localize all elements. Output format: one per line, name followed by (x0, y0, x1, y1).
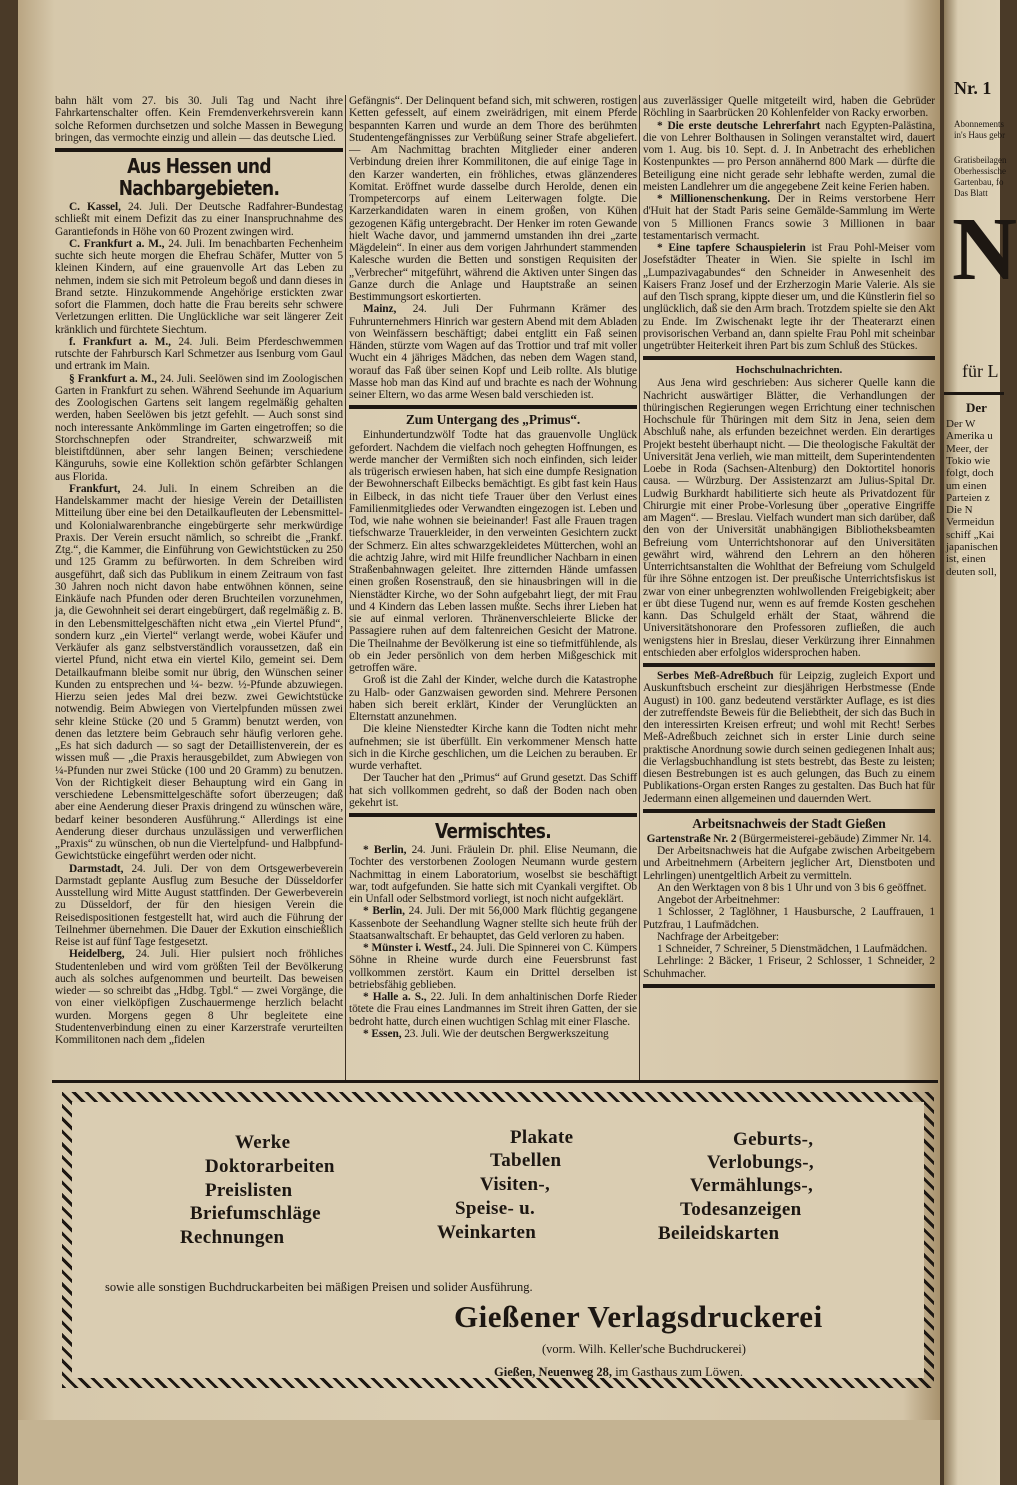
ad-address-street: Gießen, Neuenweg 28, (494, 1365, 613, 1379)
paragraph-dateline: C. Kassel, (69, 201, 121, 213)
paragraph-text: 24. Juli. Der Deutsche Radfahrer-Bundestag schließt mit einem Defizit das zu einer Inanspruchnahme des Garantiefonds in Höhe von 60 Prozent zwingen wird. (55, 201, 343, 238)
paragraph-text: Die kleine Nienstedter Kirche kann die Todten nicht mehr aufnehmen; sie ist überfüllt. Ein verkommener Mensch hatte sich in die Kirche geschlichen, um die Leichen zu berauben. Er wurde verhaftet. (349, 723, 637, 772)
paragraph-text: Nachfrage der Arbeitgeber: (657, 930, 779, 943)
ad-service-item: Vermählungs-, (690, 1175, 814, 1196)
article-fragment-line: japanischen (946, 541, 998, 553)
paragraph-dateline: * Halle a. S., (363, 991, 427, 1003)
article-paragraph (349, 303, 637, 401)
article-paragraph (55, 238, 343, 336)
ad-service-item: Beileidskarten (658, 1223, 780, 1244)
column-3 (643, 95, 935, 1080)
paragraph-dateline: Mainz, (363, 303, 397, 316)
article-paragraph (55, 863, 343, 949)
paragraph-dateline: * Eine tapfere Schauspielerin (657, 242, 806, 254)
paragraph-text: 24. Juli. Die Spinnerei von C. Kümpers Söhne in Rheine wurde durch eine Feuersbrunst fast vollkommen zerstört. Kaum ein Drittel derselben ist betriebsfähig geblieben. (349, 942, 637, 991)
article-fragment-line: ist, einen (946, 553, 986, 566)
ad-service-item: Werke (235, 1132, 291, 1153)
paragraph-text: 1 Schneider, 7 Schreiner, 5 Dienstmädchen, 1 Laufmädchen. (657, 943, 928, 955)
article-fragment-line: um einen (946, 479, 987, 492)
paragraph-text: für Leipzig, zugleich Export und Auskunftsbuch erscheint zur diesjährigen Herbstmesse (Ende August) in 100. ganz bedeutend verstärkter Auflage, es ist dies der zutreffendste Beweis für die Beliebtheit, der sich das Buch in den interessirten Kreisen erfreut; und wohl mit Recht! Serbes Meß-Adreßbuch zeichnet sich in erster Linie durch seine praktische Anordnung sowie durch seinen gediegenen Inhalt aus; die Verlagsbuchhandlung ist stets bestrebt, das Beste zu leisten; diesen Bestrebungen ist es auch gelungen, das Buch zu einem Publikations-Organ ersten Ranges zu gestalten. Das Buch hat für Jedermann einen allgemeinen und dauernden Wert. (643, 670, 935, 805)
section-rule (643, 356, 935, 360)
paragraph-text: Groß ist die Zahl der Kinder, welche durch die Katastrophe zu Halb- oder Ganzwaisen geworden sind. Mehrere Personen haben sich bereit erklärt, Kinder der Verunglückten an Elternstatt anzunehmen. (349, 674, 637, 723)
article-fragment-line: Amerika u (946, 430, 993, 443)
paragraph-text: 24. Juli. Der von dem Ortsgewerbeverein Darmstadt geplante Ausflug zum Besuche der Düsseldorfer Ausstellung wird Mitte August stattfinden. Der Gewerbeverein zu Düsseldorf, der für den hiesigen Verein die Reisedispositionen festgestellt hat, wird auch die Führung der Teilnehmer übernehmen. Die Dauer der Exkution einschießlich Reise ist auf fünf Tage festgesetzt. (55, 862, 343, 948)
section-rule (349, 405, 637, 409)
paragraph-text: 24. Juli. Seelöwen sind im Zoologischen Garten in Frankfurt zu sehen. Während Seehunde im Aquarium des Zoologischen Gartens seit langem regelmäßig gehalten werden, haben Seelöwen bis jetzt gefehlt. — Auch sonst sind noch interessante Ankömmlinge im Garten eingetroffen; so die Storchschnepfen oder Strandreiter, schwarzweiß mit bleistiftdünnen, aber sehr langen Beinen; verschiedene Känguruhs, sowie eine Kollektion schön gefärbter Schlangen aus Florida. (55, 372, 343, 483)
paragraph-text: 24. Juli. Im benachbarten Fechenheim suchte sich heute morgen die Ehefrau Schäfer, Mutter von 5 kleinen Kindern, auf eine grauenvolle Art das Leben zu nehmen, indem sie sich mit Petroleum begoß und dann dieses in Brand setzte. Hinzukommende Angehörige erstickten zwar sofort die Flammen, doch hatte die Frau bereits sehr schwere Verletzungen erlitten. Die Unglückliche war seit längerer Zeit kränklich und fürchtete Siechtum. (55, 237, 343, 336)
paragraph-text: 24. Juli Der Fuhrmann Krämer des Fuhrunternehmers Hinrich war gestern Abend mit dem Abladen von Weinfässern beschäftigt; dabei entglitt ein Faß seinen Händen, stürzte vom Wagen auf das Trottior und traf mit voller Wucht ein 4 jähriges Mädchen, das neben dem Wagen stand, worauf das Faß über seinen Kopf und Leib rollte. Als blutige Masse hob man das Kind auf und brachte es nach der Wohnung seiner Eltern, wo das arme Wesen bald verschieden ist. (349, 303, 637, 401)
article-paragraph (349, 991, 637, 1028)
article-fragment-line: deuten soll, (946, 565, 997, 578)
article-fragment-line: schiff „Kai (946, 528, 995, 541)
ad-address-location: im Gasthaus zum Löwen. (612, 1365, 743, 1379)
section-rule (643, 984, 935, 988)
ad-service-item: Doktorarbeiten (205, 1156, 335, 1177)
masthead-info-line: Das Blatt (954, 188, 988, 198)
article-paragraph (349, 772, 637, 809)
article-paragraph (643, 242, 935, 352)
paragraph-dateline: f. Frankfurt a. M., (69, 335, 171, 348)
paragraph-text: aus zuverlässiger Quelle mitgeteilt wird, haben die Gebrüder Röchling in Saarbrücken 20 Kohlenfelder von Racky erworben. (643, 95, 935, 120)
section-rule (643, 809, 935, 813)
article-paragraph (55, 95, 343, 144)
article-fragment-line: Der W (946, 418, 976, 430)
article-paragraph (643, 95, 935, 120)
paragraph-text: 24. Juni. Fräulein Dr. phil. Elise Neumann, die Tochter des verstorbenen Zoologen Neumann wurde gestern Nachmittag in einem Laboratorium, woselbst sie beschäftigt war, todt aufgefunden. Sie hatte sich mit Cyankali vergiftet. Ob ein Unfall oder Selbstmord vorliegt, ist noch nicht aufgeklärt. (349, 844, 637, 905)
paragraph-text: 24. Juli. In einem Schreiben an die Handelskammer macht der hiesige Verein der Detaillisten Mitteilung über eine bei den Detailkaufleuten der Lebensmittel- und Kolonialwarenbranche eingebürgerte sehr merkwürdige Praxis. Der Verein ersucht nämlich, so schreibt die „Frankf. Ztg.“, die Kammer, die Einführung von Gewichtstücken zu 250 und 125 Gramm zu befürworten. In dem Schreiben wird ausgeführt, daß sich das Publikum in einem Zeitraum von fast 30 Jahren noch nicht davon habe entwöhnen können, seine Einkäufe nach Pfunden oder deren Bruchteilen vorzunehmen, ja, die Gewohnheit sei derart eingebürgert, daß regelmäßig z. B. in den Lebensmittelgeschäften nicht etwa „ein Viertel Pfund“, sondern kurz „ein Viertel“ verlangt werde, wobei Käufer und Verkäufer als ganz selbstverständlich voraussetzen, daß ein viertel Pfund, nicht etwa ein viertel Kilo, gemeint sei. Dem Detailkaufmann bleibe somit nur übrig, den Wünschen seiner Kunden zu entsprechen und ¼- bezw. ½-Pfunde abzuwiegen. Hierzu seien jedes Mal drei bezw. zwei Gewichtstücke notwendig. Beim Abwiegen von Viertelpfunden müssen zwei sehr kleine Stücke (20 und 5 Gramm) benutzt werden, von denen das letztere beim Gebrauch sehr häufig verloren gehe. „Es hat sich dadurch — so sagt der Detaillistenverein, der es wissen muß — „die Praxis herausgebildet, zum Abwiegen von ¼-Pfunden nur zwei Stücke (100 und 20 Gramm) zu benutzen. Von der Richtigkeit dieser Behauptung wird ein Gang in verschiedene Lebensmittelgeschäfte sofort überzeugen; daß aber eine Aenderung dieser Praxis dringend zu wünschen wäre, bedarf keiner besonderen Ausführung.“ Allerdings ist eine Aenderung dieser durchaus unzulässigen und verwerflichen „Praxis“ zu wünschen, ob nun die Viertelpfund- und Halbpfund-Gewichtstücke eingeführt werden oder nicht. (55, 482, 343, 863)
paragraph-text: 23. Juli. Wie der deutschen Bergwerkszeitung (401, 1027, 609, 1040)
masthead-info-line: Abonnements (954, 119, 1004, 129)
article-paragraph (643, 955, 935, 980)
article-paragraph (349, 674, 637, 723)
page-bottom-margin (18, 1420, 940, 1485)
article-paragraph (55, 483, 343, 863)
section-heading: Hochschulnachrichten. (735, 364, 843, 377)
paragraph-dateline: C. Frankfurt a. M., (69, 237, 165, 250)
paragraph-text: 1 Schlosser, 2 Taglöhner, 1 Hausbursche, 2 Lauffrauen, 1 Putzfrau, 1 Laufmädchen. (643, 906, 935, 931)
ad-address (494, 1365, 743, 1380)
paragraph-text: (Bürgermeisterei-gebäude) Zimmer Nr. 14. (736, 832, 932, 845)
paragraph-text: nach Egypten-Palästina, die von Lehrer Bolthausen in Solingen veranstaltet wird, dauert vom 1. Aug. bis 10. Sept. d. J. In Anbetracht des erheblichen Kostenpunktes — pro Person annähernd 800 Mark — dürfte die Beteiligung eine nicht gerade sehr lebhafte werden, zumal die meisten Landlehrer um die angegebene Zeit keine Ferien haben. (643, 119, 935, 193)
article-fragment-line: Die N (946, 504, 973, 517)
article-paragraph (643, 943, 935, 955)
printing-advertisement (62, 1092, 934, 1388)
paragraph-dateline: * Berlin, (363, 905, 405, 918)
masthead-info-line: in's Haus gebr (954, 130, 1006, 140)
paragraph-dateline: Gartenstraße Nr. 2 (646, 832, 737, 845)
ad-firm-name: Gießener Verlagsdruckerei (454, 1299, 823, 1334)
section-heading: Zum Untergang des „Primus“. (405, 412, 581, 428)
paragraph-dateline: Frankfurt, (69, 482, 121, 495)
article-paragraph (349, 429, 637, 674)
paragraph-text: 22. Juli. In dem anhaltinischen Dorfe Rieder tötete die Frau eines Landmannes im Streit ihren Gatten, der sie bedroht hatte, durch einen wuchtigen Schlag mit einer Flasche. (349, 991, 637, 1028)
paragraph-text: Gefängnis“. Der Delinquent befand sich, mit schweren, rostigen Ketten gefesselt, auf einem zweirädrigen, mit einem Pferde bespannten Karren und wurde an dem Thore des berühmten Studentengefängnisses zur Verbüßung seiner Strafe abgeliefert. — Am Nachmittag brachten Mitglieder einer anderen Verbindung dreien ihrer Kommilitonen, die auf einige Tage in den Karzer wanderten, ein fröhliches, etwas glänzenderes Komitat. Eröffnet wurde dasselbe durch Herolde, denen ein Trompetercorps auf einem Leiterwagen folgte. Die Karzerkandidaten waren in einem großen, von Kühen gezogenen Käfig untergebracht. Der Henker im roten Gewande hielt Wache davor, und jammernd umstanden ihn drei „zarte Mägdelein“. In einer aus dem vorigen Jahrhundert stammenden Kalesche wurden die Betten und sonstigen Requisiten der „Verbrecher“ mitgeführt, während die Aktiven unter Singen das Ganze durch die Anlage und Hauptstraße an seinen Bestimmungsort eskortierten. (349, 95, 637, 303)
section-heading: Aus Hessen und Nachbargebieten. (118, 154, 280, 200)
ad-service-item: Todesanzeigen (680, 1199, 802, 1220)
article-fragment-line: Parteien z (946, 491, 990, 504)
ad-service-item: Verlobungs-, (707, 1152, 814, 1173)
article-fragment-line: folgt, doch (946, 467, 994, 480)
section-rule (349, 813, 637, 817)
article-fragment-line: Tokio wie (946, 454, 991, 467)
next-page-edge (944, 0, 1017, 1485)
paragraph-dateline: Serbes Meß-Adreßbuch (657, 670, 774, 682)
paragraph-text: Angebot der Arbeitnehmer: (657, 894, 780, 906)
paragraph-dateline: Heidelberg, (69, 948, 125, 961)
article-paragraph (349, 844, 637, 905)
paragraph-text: Lehrlinge: 2 Bäcker, 1 Friseur, 2 Schlosser, 1 Schneider, 2 Schuhmacher. (643, 955, 935, 980)
ad-service-item: Tabellen (490, 1150, 562, 1171)
article-title: Der (966, 400, 987, 415)
article-fragment-line: Vermeidun (946, 516, 995, 529)
article-paragraph (55, 948, 343, 1046)
article-paragraph (349, 723, 637, 772)
paragraph-text: 24. Juli. Hier pulsiert noch fröhliches Studentenleben und wird vom größten Teil der Bevölkerung auch als solches aufgenommen und beurteilt. Das beweisen wieder — so schreibt das „Hdbg. Tgbl.“ — zwei Vorgänge, die von einer vielköpfigen Zuschauermenge herzlich belacht wurden. Morgens gegen 8 Uhr begleitete eine Studentenverbindung einen zu einer Karzerstrafe verurteilten Kommilitonen nach dem „fidelen (55, 948, 343, 1046)
ad-service-item: Weinkarten (437, 1222, 537, 1243)
article-paragraph (643, 120, 935, 194)
ad-service-item: Plakate (510, 1127, 574, 1148)
masthead-info-line: Gratisbeilagen (954, 155, 1007, 165)
article-paragraph (643, 377, 935, 659)
paragraph-text: 24. Juli. Beim Pferdeschwemmen rutschte der Fahrbursch Karl Schmetzer aus Isenburg vom Gaul und ertrank im Main. (55, 335, 343, 373)
issue-number: Nr. 1 (954, 78, 992, 98)
ad-service-item: Visiten-, (480, 1174, 551, 1195)
article-paragraph (349, 905, 637, 942)
paragraph-text: An den Werktagen von 8 bis 1 Uhr und von 3 bis 6 geöffnet. (657, 881, 927, 894)
article-paragraph (55, 201, 343, 238)
article-paragraph (643, 906, 935, 931)
article-paragraph (349, 1028, 637, 1040)
column-divider (639, 95, 640, 1080)
paragraph-dateline: § Frankfurt a. M., (69, 372, 157, 385)
section-heading: Vermischtes. (434, 819, 552, 843)
article-paragraph (55, 336, 343, 373)
masthead-info-line: Gartenbau, fo (954, 177, 1004, 187)
ad-firm-former: (vorm. Wilh. Keller'sche Buchdruckerei) (542, 1342, 746, 1356)
article-paragraph (643, 833, 935, 845)
paragraph-dateline: * Die erste deutsche Lehrerfahrt (657, 119, 821, 132)
article-paragraph (643, 193, 935, 242)
article-paragraph (643, 882, 935, 894)
paragraph-text: Einhundertundzwölf Todte hat das grauenvolle Unglück gefordert. Nachdem die vielfach noch gehegten Hoffnungen, es werde mancher der Vermißten sich noch einfinden, sich leider als trügerisch erwiesen haben, hat sich eine dumpfe Resignation der Bewohnerschaft Eilbecks bemächtigt. Es gibt fast kein Haus in Eilbeck, in das nicht tiefe Trauer über den Verlust eines Familienmitgliedes oder Verwandten eingezogen ist. Leben und Tod, wie nahe wohnen sie beieinander! Fast alle Frauen tragen tiefschwarze Trauerkleider, in den verweinten Gesichtern zuckt der Schmerz. Ein altes schwarzgekleidetes Mütterchen, wohl an die achtzig Jahre, wird mit Hilfe freundlicher Nachbarn in einen Straßenbahnwagen geleitet. Ihre zitternden Hände umfassen einen großen Rosenstrauß, den sie hinausbringen will in die Nienstädter Kirche, wo der Sohn aufgebahrt liegt, der mit Frau und 4 Kindern das Leben lassen mußte. Sechs ihrer Lieben hat sie auf einmal verloren. Thränenverschleierte Blicke der Passagiere ruhen auf dem faltenreichen Gesicht der Matrone. Die Theilnahme der Bevölkerung ist eine so tiefmitfühlende, als ob ein Jeder persönlich von dem herben Mißgeschick mit getroffen wäre. (349, 429, 637, 674)
paragraph-dateline: * Münster i. Westf., (363, 942, 457, 954)
paragraph-text: Der Taucher hat den „Primus“ auf Grund gesetzt. Das Schiff hat sich vollkommen gedreht, so daß der Boden nach oben gekehrt ist. (349, 772, 637, 809)
paragraph-dateline: * Berlin, (363, 844, 407, 856)
article-paragraph (55, 373, 343, 483)
article-paragraph (643, 845, 935, 882)
ad-service-item: Geburts-, (733, 1129, 814, 1150)
column-divider (345, 95, 346, 1080)
masthead-initial: N (952, 200, 1017, 299)
column-1 (55, 95, 343, 1080)
paragraph-text: 24. Juli. Der mit 56,000 Mark flüchtig gegangene Kassenbote der Seehandlung Wagner stellte sich heute früh der Staatsanwaltschaft. Er behauptet, das Geld verloren zu haben. (349, 905, 637, 942)
paragraph-dateline: Darmstadt, (69, 862, 124, 875)
paragraph-text: Der Arbeitsnachweis hat die Aufgabe zwischen Arbeitgebern und Arbeitnehmern (Arbeitern jeglicher Art, Dienstboten und Lehrlingen) unentgeltlich Arbeit zu vermitteln. (643, 845, 935, 882)
column-2 (349, 95, 637, 1080)
section-divider (52, 1080, 938, 1083)
paragraph-text: Aus Jena wird geschrieben: Aus sicherer Quelle kann die Nachricht auswärtiger Blätter, die Verhandlungen der thüringischen Regierungen wegen Errichtung einer technischen Hochschule für Thüringen mit dem Sitz in Jena, seien dem Abschluß nahe, als erfunden bezeichnet werden. Ein derartiges Projekt besteht überhaupt nicht. — Die theologische Fakultät der Universität Jena verlieh, wie man mitteilt, dem Superintendenten Loebe in Roda (Sachsen-Altenburg) den Doktortitel honoris causa. — Würzburg. Der Assistenzarzt am Julius-Spital Dr. Ludwig Burkhardt habilitierte sich heute als Privatdozent für Chirurgie mit einer Probe-Vorlesung über „operative Eingriffe am Magen“. — Breslau. Vielfach wundert man sich darüber, daß den von der Universität unabhängigen Bibliotheksbeamten Befreiung vom Unterrichtshonorar auf den Universitäten gewährt wird, während den Lehrern an den höheren Unterrichtsanstalten die Wohlthat der Befreiung vom Schulgeld für ihre Söhne entzogen ist. Der preußische Unterrichtsfiskus ist zwar von einer unbegrenzten wohlwollenden Freigebigkeit; aber er übt diese Tugend nur, wenn es auf fremde Kosten geschehen kann. Das Schulgeld erhält der Staat, während die Universitätshonorare den Professoren zufließen, die auch wenigstens hier in Breslau, dieser Verkürzung ihrer Einnahmen entschieden aber erfolglos widersprochen haben. (643, 377, 935, 659)
section-rule (55, 148, 343, 152)
ad-tagline: sowie alle sonstigen Buchdruckarbeiten bei mäßigen Preisen und solider Ausführung. (105, 1280, 533, 1294)
paragraph-dateline: * Millionenschenkung. (657, 193, 770, 205)
article-paragraph (643, 670, 935, 805)
section-rule (643, 663, 935, 667)
article-paragraph (349, 95, 637, 303)
paragraph-dateline: * Essen, (363, 1027, 402, 1040)
masthead-info-line: Oberhessische (954, 166, 1006, 176)
article-paragraph (643, 931, 935, 943)
ad-service-item: Preislisten (205, 1180, 293, 1201)
masthead-subtitle: für L (962, 361, 999, 381)
article-paragraph (643, 894, 935, 906)
ad-service-item: Briefumschläge (190, 1203, 321, 1224)
paragraph-text: Der in Reims verstorbene Herr d'Huit hat der Stadt Paris seine Gemälde-Sammlung im Werte von 5 Millionen Francs sowie 3 Millionen in baar testamentarisch vermacht. (643, 193, 935, 242)
section-heading: Arbeitsnachweis der Stadt Gießen (692, 815, 886, 831)
ad-service-item: Rechnungen (180, 1227, 285, 1248)
ad-service-item: Speise- u. (455, 1198, 536, 1219)
paragraph-text: bahn hält vom 27. bis 30. Juli Tag und Nacht ihre Fahrkartenschalter offen. Kein Fremdenverkehrsverein kann solche Reformen durchsetzen und solche Massen in Bewegung bringen, das vermochte einzig und allein — das deutsche Lied. (55, 95, 343, 144)
article-fragment-line: Meer, der (946, 442, 989, 455)
article-paragraph (349, 942, 637, 991)
paragraph-text: ist Frau Pohl-Meiser vom Josefstädter Theater in Wien. Sie spielte in Ischl im „Lumpazivagabundes“ den Schneider in Anwesenheit des Kaisers Franz Josef und der Erzherzogin Marie Valerie. Als sie auf den Tisch sprang, kippte dieser um, und die Künstlerin fiel so unglücklich, daß sie den Arm brach. Trotzdem spielte sie den Akt zu Ende. Im Zwischenakt legte ihr der Theaterarzt einen provisorischen Verband an, dann spielte Frau Pohl mit scheinbar ungetrübter Heiterkeit ihren Part bis zum Schluß des Stückes. (643, 242, 935, 352)
